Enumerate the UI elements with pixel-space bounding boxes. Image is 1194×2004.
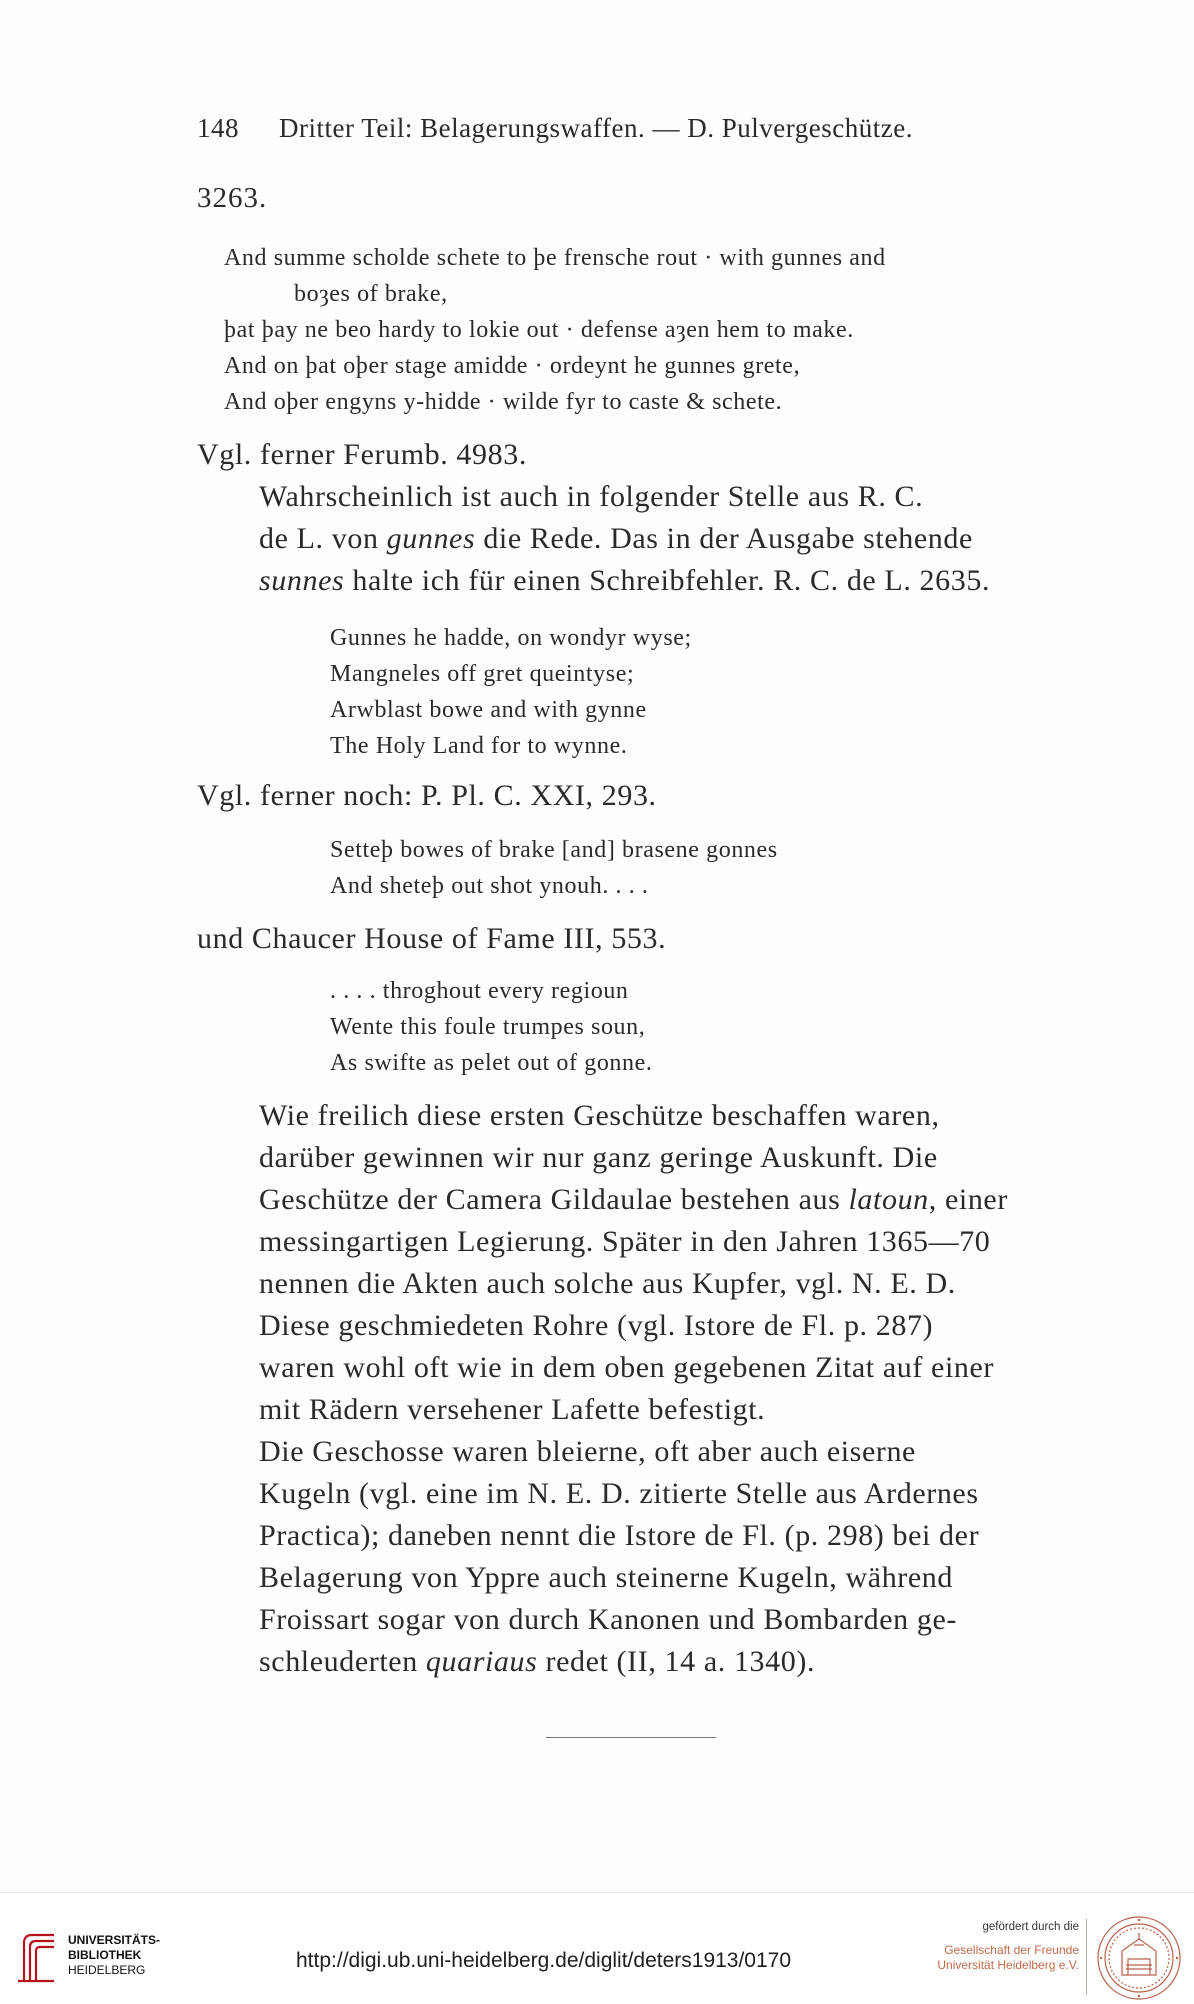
verse-line: . . . . throghout every regioun [330, 978, 629, 1004]
verse-quote-2 [330, 620, 692, 764]
text-line: messingartigen Legierung. Später in den Jahren 1365—70 [259, 1225, 991, 1258]
text-line: Practica); daneben nennt die Istore de Fl. (p. 298) bei der [259, 1519, 980, 1552]
section-number: 3263. [197, 182, 268, 214]
text-line: nennen die Akten auch solche aus Kupfer, vgl. N. E. D. [259, 1267, 956, 1300]
italic-term: gunnes [386, 522, 476, 555]
italic-term: sunnes [259, 564, 345, 597]
text-line: sunnes halte ich für einen Schreibfehler. R. C. de L. 2635. [259, 564, 991, 597]
paragraph-chaucer [197, 918, 1085, 960]
running-title: Dritter Teil: Belagerungswaffen. — D. Pulvergeschütze. [279, 113, 913, 143]
verse-line: boȝes of brake, [294, 281, 448, 307]
running-header [197, 113, 1057, 144]
text-line: Kugeln (vgl. eine im N. E. D. zitierte Stelle aus Ardernes [259, 1477, 979, 1510]
verse-line: Setteþ bowes of brake [and] brasene gonnes [330, 837, 778, 863]
sponsor-block [937, 1921, 1079, 1973]
verse-line: And summe scholde schete to þe frensche rout · with gunnes and [224, 245, 886, 271]
text-line: waren wohl oft wie in dem oben gegebenen Zitat auf einer [259, 1351, 994, 1384]
paragraph-geschosse [197, 1431, 1085, 1683]
text-line: und Chaucer House of Fame III, 553. [197, 922, 667, 955]
text-line: Die Geschosse waren bleierne, oft aber auch eiserne [259, 1435, 916, 1468]
italic-term: latoun [848, 1183, 929, 1216]
text-line: Belagerung von Yppre auch steinerne Kugeln, während [259, 1561, 953, 1594]
sponsor-name-line2: Universität Heidelberg e.V. [937, 1958, 1079, 1972]
verse-line: Wente this foule trumpes soun, [330, 1014, 646, 1040]
verse-line: And sheteþ out shot ynouh. . . . [330, 873, 649, 899]
text-line: Wie freilich diese ersten Geschütze beschaffen waren, [259, 1099, 940, 1132]
verse-line: Mangneles off gret queintyse; [330, 661, 635, 687]
sponsor-name-line1: Gesellschaft der Freunde [944, 1943, 1079, 1957]
verse-quote-4 [330, 973, 652, 1081]
paragraph-wie-freilich [197, 1095, 1085, 1305]
library-logo-icon [14, 1929, 58, 1985]
text-line: schleuderten quariaus redet (II, 14 a. 1340). [259, 1645, 816, 1678]
text-line: Vgl. ferner noch: P. Pl. C. XXI, 293. [197, 779, 657, 812]
verse-line: And on þat oþer stage amidde · ordeynt he gunnes grete, [224, 353, 801, 379]
text-line: Diese geschmiedeten Rohre (vgl. Istore de Fl. p. 287) [259, 1309, 934, 1342]
text-line: de L. von gunnes die Rede. Das in der Ausgabe stehende [259, 522, 973, 555]
verse-line: And oþer engyns y-hidde · wilde fyr to caste & schete. [224, 389, 783, 415]
text-line: mit Rädern versehener Lafette befestigt. [259, 1393, 766, 1426]
paragraph-vgl-ferumb [197, 434, 1085, 476]
verse-line: As swifte as pelet out of gonne. [330, 1050, 653, 1076]
footer-divider [1086, 1919, 1087, 1995]
text-line: Geschütze der Camera Gildaulae bestehen aus latoun, einer [259, 1183, 1008, 1216]
paragraph-vgl-ppl [197, 775, 1085, 817]
verse-quote-3 [330, 832, 778, 904]
italic-term: quariaus [425, 1645, 538, 1678]
paragraph-diese [197, 1305, 1085, 1431]
permalink-url[interactable]: http://digi.ub.uni-heidelberg.de/diglit/deters1913/0170 [296, 1949, 792, 1972]
verse-line: þat þay ne beo hardy to lokie out · defense aȝen hem to make. [224, 317, 854, 343]
verse-line: Arwblast bowe and with gynne [330, 697, 647, 723]
verse-quote-1 [224, 240, 886, 420]
text-line: Vgl. ferner Ferumb. 4983. [197, 438, 527, 471]
verse-line: Gunnes he hadde, on wondyr wyse; [330, 625, 692, 651]
sponsor-label: gefördert durch die [982, 1921, 1079, 1933]
verse-line: The Holy Land for to wynne. [330, 733, 628, 759]
page-number: 148 [197, 113, 239, 143]
digitization-footer [0, 1892, 1194, 2004]
end-rule [546, 1737, 716, 1738]
library-name: UNIVERSITÄTS- BIBLIOTHEK HEIDELBERG [68, 1933, 161, 1977]
paragraph-wahrscheinlich [197, 476, 1085, 602]
text-line: darüber gewinnen wir nur ganz geringe Auskunft. Die [259, 1141, 938, 1174]
university-seal-icon [1096, 1915, 1182, 2001]
text-line: Froissart sogar von durch Kanonen und Bombarden ge- [259, 1603, 957, 1636]
text-line: Wahrscheinlich ist auch in folgender Stelle aus R. C. [259, 480, 924, 513]
